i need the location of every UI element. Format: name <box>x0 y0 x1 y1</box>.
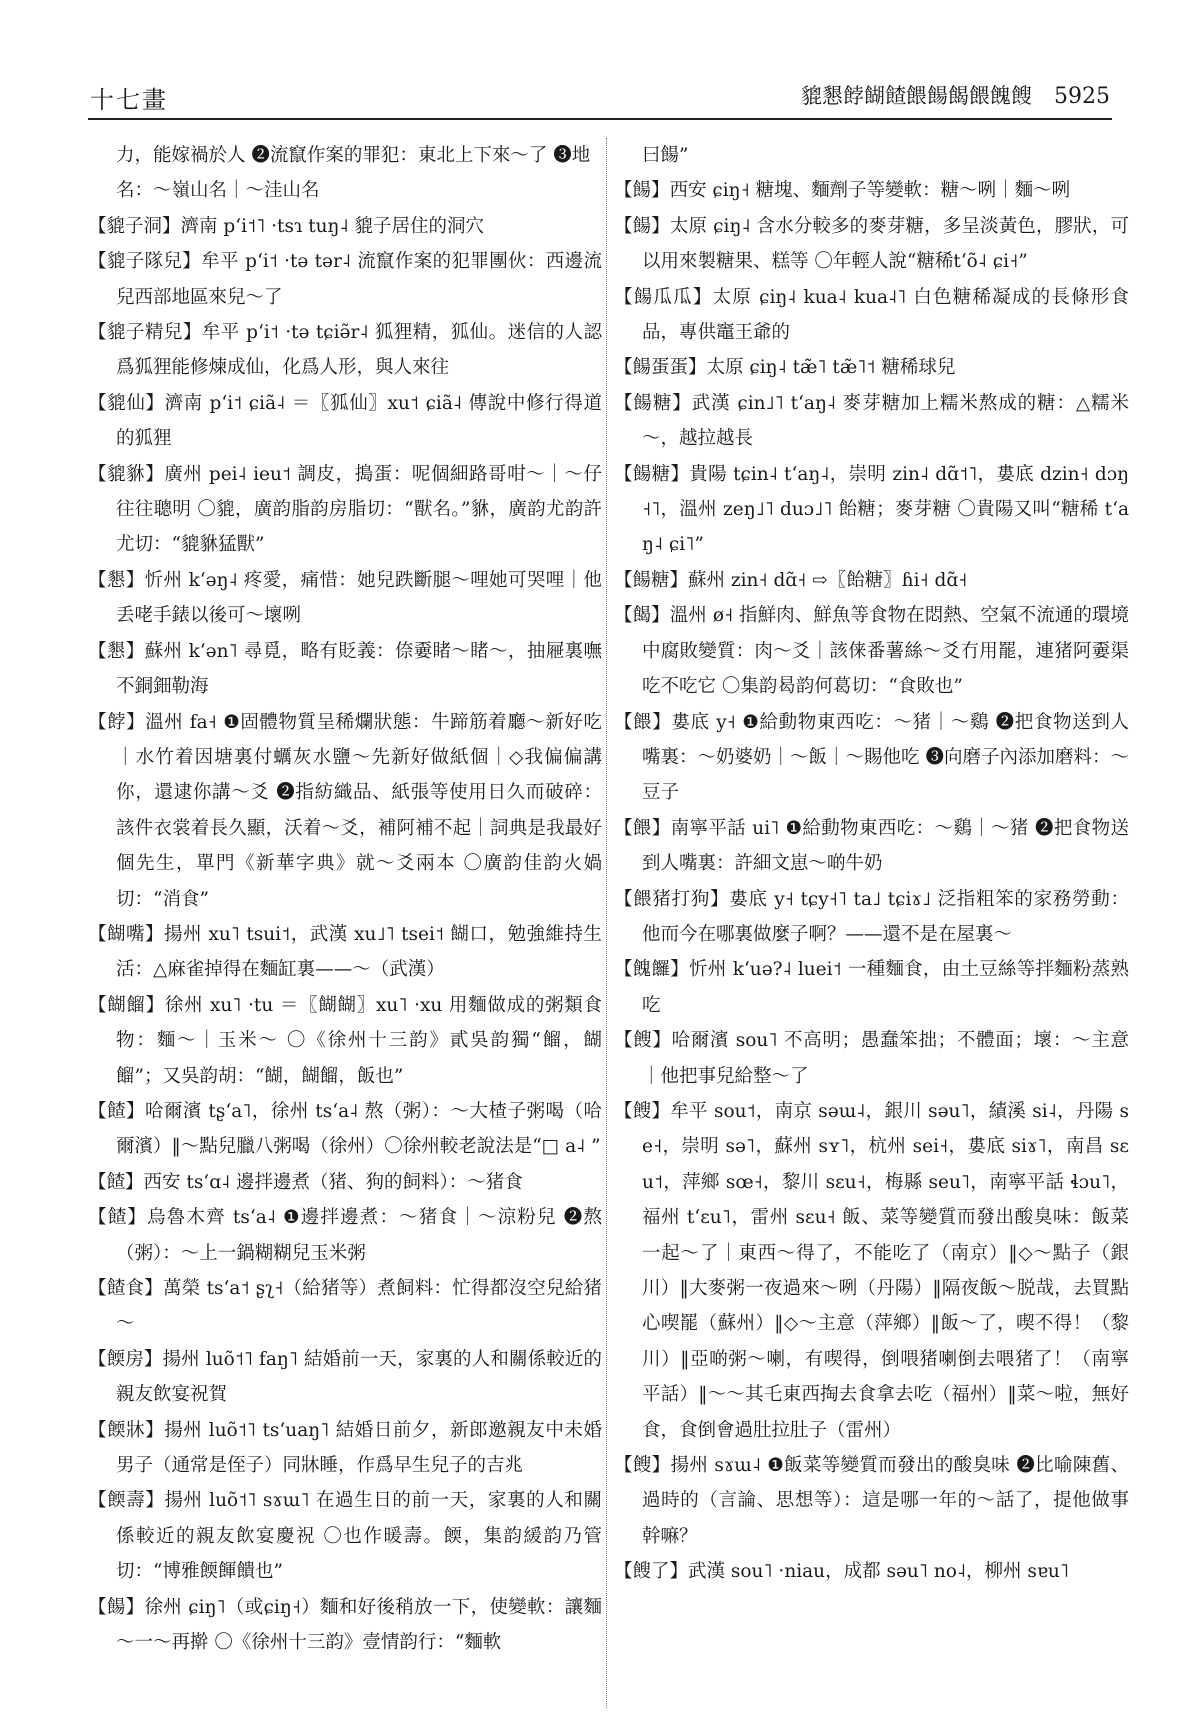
dictionary-entry: 【懇】蘇州 kʻən˥ 尋覓，略有貶義：倷嫑睹～睹～，抽屜裏嘸不銅鈿勒海 <box>88 640 602 698</box>
dictionary-entry: 【餬嘴】揚州 xu˥ tsui˦，武漢 xu˩˥ tsei˦ 餬口，勉強維持生活：△麻雀掉得在麵缸裏——～（武漢） <box>88 923 602 981</box>
dictionary-entry: 【餳】西安 ɕiŋ˧ 糖塊、麵劑子等變軟：糖～咧｜麵～咧 <box>614 180 1071 202</box>
dictionary-entry: 【餪牀】揚州 luõ˦˥ tsʻuaŋ˥ 結婚日前夕，新郎邀親友中未婚男子（通常是侄子）同牀睡，作爲早生兒子的吉兆 <box>88 1419 602 1477</box>
dictionary-entry: 【餳】太原 ɕiŋ˨ 含水分較多的麥芽糖，多呈淡黃色，膠狀，可以用來製糖果、糕等 〇年輕人說“糖稀tʻõ˨ ɕi˧” <box>614 215 1129 273</box>
dictionary-entry: 【餷食】萬榮 tsʻa˦ ʂʅ˧（給猪等）煮飼料：忙得都沒空兒給猪～ <box>88 1278 602 1335</box>
dictionary-entry: 【餪房】揚州 luõ˦˥ faŋ˥ 結婚前一天，家裏的人和關係較近的親友飲宴祝賀 <box>88 1348 602 1406</box>
dictionary-entry: 【餵】婁底 y˧ ❶給動物東西吃：～猪｜～鷄 ❷把食物送到人嘴裏：～奶婆奶｜～飯｜～賜他吃 ❸向磨子內添加磨料：～豆子 <box>614 711 1129 804</box>
dictionary-entry: 【貔子隊兒】牟平 pʻi˦ ·tə tər˨ 流竄作案的犯罪團伙：西邊流兒西部地區來兒～了 <box>88 251 602 308</box>
dictionary-entry: 【餷】哈爾濱 tʂʻa˥，徐州 tsʻa˨ 熬（粥）：～大楂子粥喝（哈爾濱）‖～點兒臘八粥喝（徐州）〇徐州較老說法是“□ a˨ ” <box>88 1100 602 1158</box>
dictionary-entry: 【餳蛋蛋】太原 ɕiŋ˨ tæ̃˥ tæ̃˥˦ 糖稀球兒 <box>614 357 956 379</box>
dictionary-entry: 【貔子洞】濟南 pʻi˦˥ ·tsɿ tuŋ˨ 貔子居住的洞穴 <box>88 215 484 237</box>
page-header <box>88 78 1112 120</box>
dictionary-entry: 【貔仙】濟南 pʻi˦ ɕiã˨ ＝〖狐仙〗xu˦ ɕiã˨ 傳說中修行得道的狐狸 <box>88 392 602 450</box>
dictionary-entry: 【餿】揚州 sɤɯ˨ ❶飯菜等變質而發出的酸臭味 ❷比喻陳舊、過時的（言論、思想等）：這是哪一年的～話了，提他做事幹嘛？ <box>614 1455 1129 1547</box>
dictionary-entry: 【餽饠】忻州 kʻuə?˨ luei˦ 一種麵食，由土豆絲等拌麵粉蒸熟吃 <box>614 959 1129 1016</box>
dictionary-entry: 曰餳” <box>642 145 689 166</box>
dictionary-entry: 【餳糖】蘇州 zin˧ dɑ̃˧ ⇨〖飴糖〗ɦi˧ dɑ̃˧ <box>614 569 968 591</box>
dictionary-entry: 【餳瓜瓜】太原 ɕiŋ˨ kua˨ kua˨˥ 白色糖稀凝成的長條形食品，專供竈王爺的 <box>614 286 1129 344</box>
dictionary-entry: 【餵】南寧平話 ui˥ ❶給動物東西吃：～鷄｜～猪 ❷把食物送到人嘴裏：許細文崽～啲牛奶 <box>614 817 1129 875</box>
column-divider <box>606 138 607 1708</box>
dictionary-entry: 【餵猪打狗】婁底 y˧ tɕy˧˥ ta˩ tɕiɤ˩ 泛指粗笨的家務勞動：他而今在哪裏做麼子啊？——還不是在屋裏～ <box>614 888 1129 945</box>
dictionary-entry: 【餳糖】貴陽 tɕin˨ tʻaŋ˨，崇明 zin˨ dɑ̃˦˥，婁底 dzin˧ dɔŋ˧˥，溫州 zeŋ˩˥ duɔ˩˥ 飴糖；麥芽糖 〇貴陽又叫“糖稀 tʻaŋ˨ ɕi˥” <box>614 463 1129 556</box>
dictionary-entry: 【餳】徐州 ɕiŋ˥（或ɕiŋ˧）麵和好後稍放一下，使變軟：讓麵～一～再擀 〇《徐州十三韵》壹情韵行：“麵軟 <box>88 1596 602 1654</box>
left-column <box>88 138 602 1708</box>
dictionary-entry: 力，能嫁禍於人 ❷流竄作案的罪犯：東北上下來～了 ❸地名：～嶺山名｜～洼山名 <box>116 145 591 202</box>
dictionary-entry: 【餬餾】徐州 xu˥ ·tu ＝〖餬餬〗xu˥ ·xu 用麵做成的粥類食物：麵～｜玉米～ 〇《徐州十三韵》貳吳韵獨“餾，餬餾”；又吳韵胡：“餬，餬餾，飯也” <box>88 994 602 1087</box>
dictionary-entry: 【貔貅】廣州 pei˨ ieu˦ 調皮，搗蛋：呢個細路哥咁～｜～仔往往聰明 〇貔，廣韵脂韵房脂切：“獸名。”貅，廣韵尤韵許尤切：“貔貅猛獸” <box>88 463 602 556</box>
dictionary-entry: 【懇】忻州 kʻəŋ˨ 疼愛，痛惜：她兒跌斷腿～哩她可哭哩｜他丢咾手錶以後可～壞咧 <box>88 569 602 627</box>
stroke-count-label: 十七畫 <box>90 86 168 114</box>
dictionary-entry: 【餑】溫州 fa˧ ❶固體物質呈稀爛狀態：牛蹄筋着廳～新好吃｜水竹着因塘裏付蠣灰水鹽～先新好做紙個｜◇我偏偏講你，還逮你講～爻 ❷指紡織品、紙張等使用日久而破碎：該件衣裳着長久顯，沃着～爻，補阿補不起｜詞典是我最好個先生，單門《新華字典》就～爻兩本 〇廣韵佳韵火媧切：“消食” <box>88 711 602 910</box>
dictionary-entry: 【餳糖】武漢 ɕin˩˥ tʻaŋ˨ 麥芽糖加上糯米熬成的糖：△糯米～，越拉越長 <box>614 392 1129 450</box>
dictionary-entry: 【餿】哈爾濱 sou˥ 不高明；愚蠢笨拙；不體面；壞：～主意｜他把事兒給整～了 <box>614 1030 1129 1087</box>
dictionary-entry: 【餲】溫州 ø˧ 指鮮肉、鮮魚等食物在悶熱、空氣不流通的環境中腐敗變質：肉～爻｜該俫番薯絲～爻冇用罷，連猪阿嫑渠吃不吃它 〇集韵曷韵何葛切：“食敗也” <box>614 605 1129 698</box>
dictionary-entry: 【餿】牟平 sou˦，南京 səɯ˨，銀川 səu˥，績溪 si˨，丹陽 se˧，崇明 sə˥，蘇州 sʏ˥，杭州 sei˧，婁底 siɤ˥，南昌 sɛu˦，萍鄉 sœ˧，黎川 sɛu˧，梅縣 seu˥，南寧平話 ɬɔu˥，福州 tʻɛu˥，雷州 sɛu˧ 飯、菜等變質而發出酸臭味：飯菜一起～了｜東西～得了，不能吃了（南京）‖◇～點子（銀川）‖大麥粥一夜過來～咧（丹陽）‖隔夜飯～脱哉，去買點心喫罷（蘇州）‖◇～主意（萍鄉）‖飯～了，喫不得！（黎川）‖亞啲粥～喇，有喫得，倒喂猪喇倒去喂猪了！（南寧平話）‖～～其乇東西掏去食拿去吃（福州）‖菜～啦，無好食，食倒會過肚拉肚子（雷州） <box>614 1100 1129 1441</box>
page-number: 5925 <box>1054 84 1110 109</box>
header-keywords <box>801 80 1110 110</box>
dictionary-entry: 【餷】烏魯木齊 tsʻa˨ ❶邊拌邊煮：～猪食｜～涼粉兒 ❷熬（粥）：～上一鍋糊糊兒玉米粥 <box>88 1207 602 1264</box>
dictionary-entry: 【餿了】武漢 sou˥ ·niau，成都 səu˥ no˨，柳州 sɐu˥ <box>614 1561 1069 1583</box>
header-characters: 貔懇餑餬餷餵餳餲餵餽餿 <box>801 84 1032 108</box>
right-column <box>614 138 1129 1708</box>
dictionary-entry: 【貔子精兒】牟平 pʻi˦ ·tə tɕiə̃r˨ 狐狸精，狐仙。迷信的人認爲狐狸能修煉成仙，化爲人形，與人來往 <box>88 322 602 379</box>
dictionary-entry: 【餪壽】揚州 luõ˦˥ sɤɯ˥ 在過生日的前一天，家裏的人和關係較近的親友飲宴慶祝 〇也作暖壽。餪，集韵緩韵乃管切：“博雅餪餫饋也” <box>88 1490 602 1583</box>
dictionary-entry: 【餷】西安 tsʻɑ˨ 邊拌邊煮（猪、狗的飼料）：～猪食 <box>88 1171 523 1193</box>
